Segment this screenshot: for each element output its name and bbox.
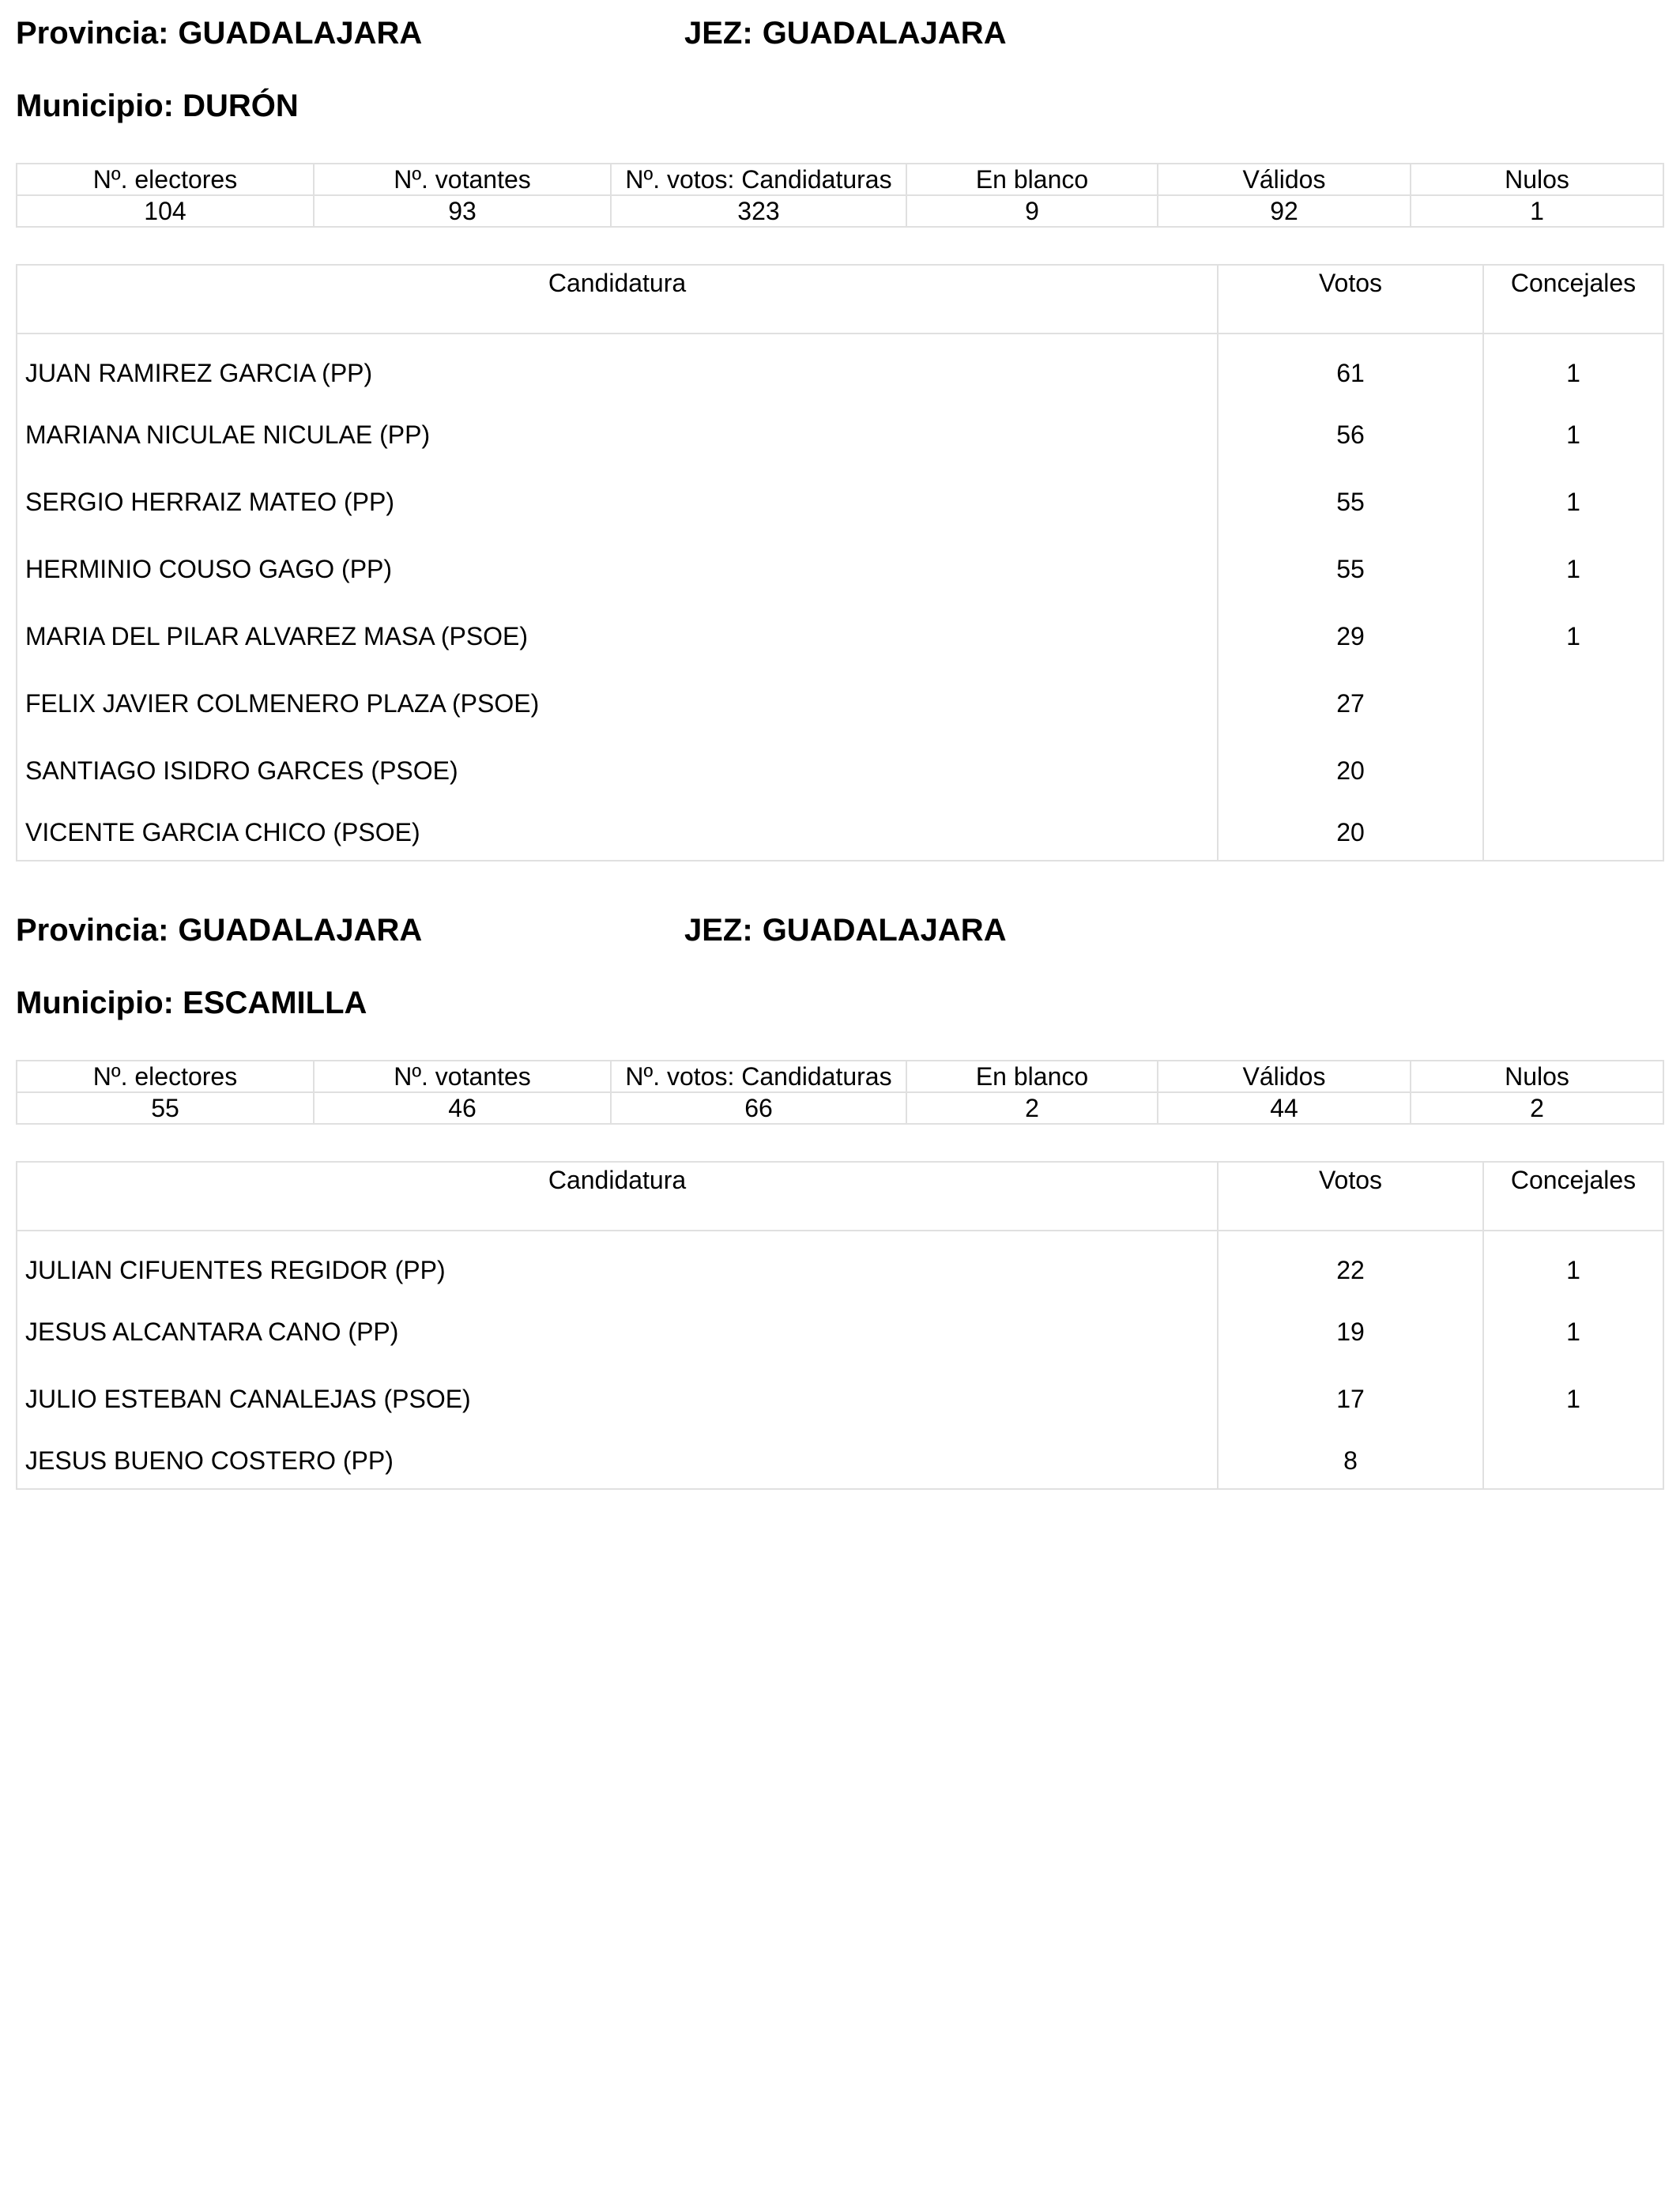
votos-cell: 19	[1218, 1299, 1483, 1366]
table-row	[17, 737, 1663, 805]
candidatura-cell: MARIA DEL PILAR ALVAREZ MASA (PSOE)	[17, 603, 1218, 670]
jez-value: GUADALAJARA	[762, 16, 1007, 51]
summary-value-cell: 9	[906, 195, 1158, 227]
summary-header-cell: Válidos	[1158, 164, 1411, 195]
concejales-cell	[1483, 805, 1663, 861]
results-header-votos: Votos	[1218, 1162, 1483, 1231]
concejales-cell: 1	[1483, 603, 1663, 670]
header-line	[16, 913, 1663, 960]
jez-heading	[684, 16, 1007, 51]
summary-header-cell: En blanco	[906, 1061, 1158, 1092]
results-header-candidatura: Candidatura	[17, 265, 1218, 334]
results-table	[16, 1161, 1664, 1490]
municipio-value: DURÓN	[183, 89, 299, 123]
header-line	[16, 16, 1663, 63]
summary-table	[16, 163, 1664, 228]
results-header-votos: Votos	[1218, 265, 1483, 334]
votos-cell: 20	[1218, 737, 1483, 805]
results-header-concejales: Concejales	[1483, 265, 1663, 334]
table-row	[17, 469, 1663, 536]
summary-header-cell: Nulos	[1411, 164, 1663, 195]
table-row	[17, 603, 1663, 670]
provincia-value: GUADALAJARA	[178, 913, 423, 948]
summary-header-cell: Nº. electores	[17, 164, 314, 195]
candidatura-cell: SERGIO HERRAIZ MATEO (PP)	[17, 469, 1218, 536]
votos-cell: 20	[1218, 805, 1483, 861]
votos-cell: 55	[1218, 469, 1483, 536]
provincia-value: GUADALAJARA	[178, 16, 423, 51]
candidatura-cell: JULIO ESTEBAN CANALEJAS (PSOE)	[17, 1366, 1218, 1433]
results-table	[16, 264, 1664, 861]
summary-header-cell: Nº. votos: Candidaturas	[611, 1061, 906, 1092]
votos-cell: 8	[1218, 1433, 1483, 1489]
summary-value-cell: 1	[1411, 195, 1663, 227]
summary-value-cell: 323	[611, 195, 906, 227]
results-header-concejales: Concejales	[1483, 1162, 1663, 1231]
votos-cell: 55	[1218, 536, 1483, 603]
jez-label: JEZ:	[684, 913, 753, 948]
jez-heading	[684, 913, 1007, 948]
concejales-cell: 1	[1483, 469, 1663, 536]
summary-header-cell: En blanco	[906, 164, 1158, 195]
table-row	[17, 805, 1663, 861]
candidatura-cell: VICENTE GARCIA CHICO (PSOE)	[17, 805, 1218, 861]
candidatura-cell: JUAN RAMIREZ GARCIA (PP)	[17, 334, 1218, 401]
candidatura-cell: HERMINIO COUSO GAGO (PP)	[17, 536, 1218, 603]
results-header-candidatura: Candidatura	[17, 1162, 1218, 1231]
summary-value-cell: 46	[314, 1092, 611, 1124]
votos-cell: 22	[1218, 1231, 1483, 1299]
summary-header-cell: Nº. votantes	[314, 164, 611, 195]
candidatura-cell: JULIAN CIFUENTES REGIDOR (PP)	[17, 1231, 1218, 1299]
concejales-cell: 1	[1483, 401, 1663, 469]
jez-value: GUADALAJARA	[762, 913, 1007, 948]
concejales-cell: 1	[1483, 536, 1663, 603]
municipio-value: ESCAMILLA	[183, 986, 367, 1020]
municipio-heading	[16, 986, 1663, 1033]
provincia-heading	[16, 913, 422, 948]
summary-value-cell: 66	[611, 1092, 906, 1124]
municipio-section-duron	[16, 16, 1663, 861]
summary-header-cell: Válidos	[1158, 1061, 1411, 1092]
provincia-label: Provincia:	[16, 913, 169, 948]
votos-cell: 29	[1218, 603, 1483, 670]
summary-header-row	[17, 1061, 1663, 1092]
summary-value-cell: 92	[1158, 195, 1411, 227]
summary-value-cell: 2	[906, 1092, 1158, 1124]
municipio-section-escamilla	[16, 913, 1663, 1490]
candidatura-cell: SANTIAGO ISIDRO GARCES (PSOE)	[17, 737, 1218, 805]
summary-value-row	[17, 195, 1663, 227]
provincia-heading	[16, 16, 422, 51]
table-row	[17, 1231, 1663, 1299]
summary-header-row	[17, 164, 1663, 195]
summary-header-cell: Nulos	[1411, 1061, 1663, 1092]
results-header-row	[17, 1162, 1663, 1231]
table-row	[17, 536, 1663, 603]
provincia-label: Provincia:	[16, 16, 169, 51]
summary-value-cell: 104	[17, 195, 314, 227]
summary-table	[16, 1060, 1664, 1125]
concejales-cell	[1483, 1433, 1663, 1489]
table-row	[17, 1299, 1663, 1366]
candidatura-cell: JESUS ALCANTARA CANO (PP)	[17, 1299, 1218, 1366]
table-row	[17, 1433, 1663, 1489]
municipio-label: Municipio:	[16, 986, 174, 1020]
summary-header-cell: Nº. votantes	[314, 1061, 611, 1092]
votos-cell: 56	[1218, 401, 1483, 469]
concejales-cell: 1	[1483, 1299, 1663, 1366]
table-row	[17, 1366, 1663, 1433]
candidatura-cell: MARIANA NICULAE NICULAE (PP)	[17, 401, 1218, 469]
table-row	[17, 401, 1663, 469]
votos-cell: 61	[1218, 334, 1483, 401]
jez-label: JEZ:	[684, 16, 753, 51]
candidatura-cell: FELIX JAVIER COLMENERO PLAZA (PSOE)	[17, 670, 1218, 737]
table-row	[17, 334, 1663, 401]
candidatura-cell: JESUS BUENO COSTERO (PP)	[17, 1433, 1218, 1489]
concejales-cell: 1	[1483, 1231, 1663, 1299]
summary-header-cell: Nº. votos: Candidaturas	[611, 164, 906, 195]
summary-value-row	[17, 1092, 1663, 1124]
summary-value-cell: 44	[1158, 1092, 1411, 1124]
summary-value-cell: 55	[17, 1092, 314, 1124]
concejales-cell: 1	[1483, 1366, 1663, 1433]
results-header-row	[17, 265, 1663, 334]
municipio-heading	[16, 89, 1663, 136]
concejales-cell	[1483, 670, 1663, 737]
votos-cell: 27	[1218, 670, 1483, 737]
summary-header-cell: Nº. electores	[17, 1061, 314, 1092]
votos-cell: 17	[1218, 1366, 1483, 1433]
concejales-cell: 1	[1483, 334, 1663, 401]
concejales-cell	[1483, 737, 1663, 805]
summary-value-cell: 2	[1411, 1092, 1663, 1124]
summary-value-cell: 93	[314, 195, 611, 227]
municipio-label: Municipio:	[16, 89, 174, 123]
table-row	[17, 670, 1663, 737]
